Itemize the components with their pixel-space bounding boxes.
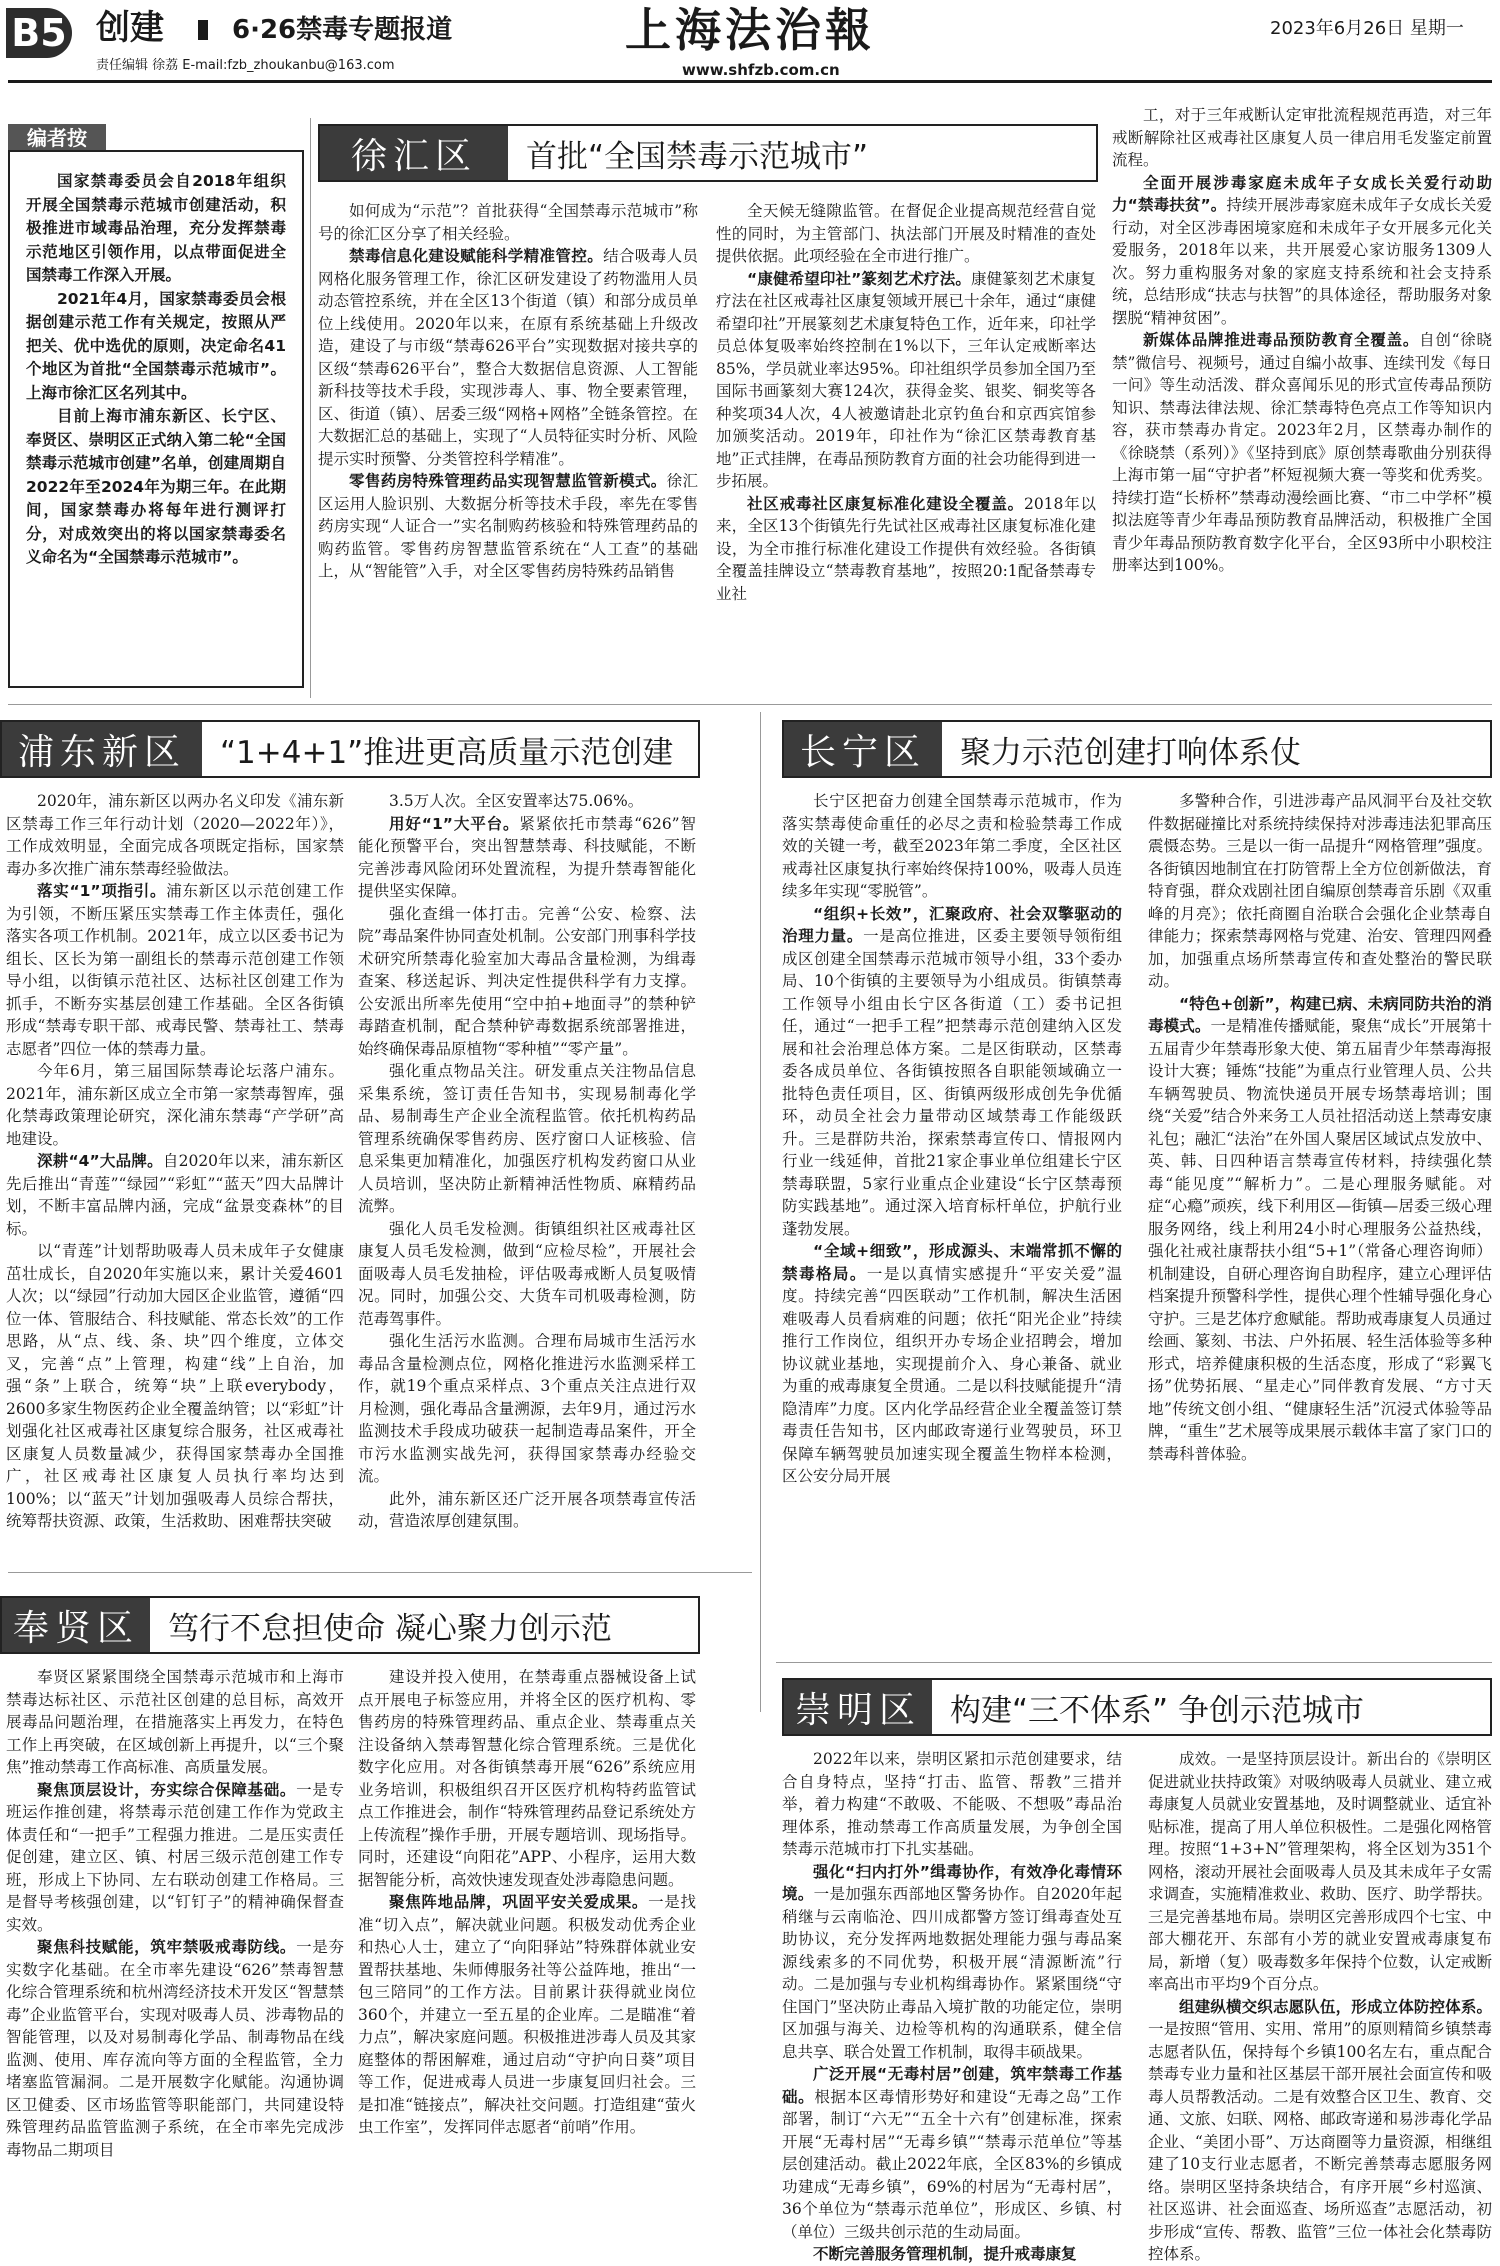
article-title: “1+4+1”推进更高质量示范创建 — [220, 734, 674, 771]
district-name: 长宁区 — [784, 722, 942, 776]
paragraph-text: 一是专班运作推创建，将禁毒示范创建工作作为党政主体责任和“一把手”工程强力推进。二是压实责任促创建，建立区、镇、村居三级示范创建工作专班，形成上下协同、左右联动创建工作格局。三是督导考核强创建，以“钉钉子”的精神确保督查实效。 — [6, 1780, 344, 1934]
article-paragraph — [1148, 1748, 1492, 1996]
section-rule — [8, 1572, 752, 1573]
paragraph-text: 一是以真情实感提升“平安关爱”温度。持续完善“四医联动”工作机制，解决生活困难吸毒人员看病难的问题；依托“阳光企业”持续推行工作岗位，组织开办专场企业招聘会，增加协议就业基地，实现提前介入、身心兼备、就业为重的戒毒康复全贯通。二是以科技赋能提升“清隐清库”力度。区内化学品经营企业全覆盖签订禁毒责任告知书，区内邮政寄递行业驾驶员，环卫保障车辆驾驶员加速实现全覆盖生物样本检测，区公安分局开展 — [782, 1264, 1122, 1485]
paragraph-text: 强化查缉一体打击。完善“公安、检察、法院”毒品案件协同查处机制。公安部门刑事科学技术研究所禁毒化验室加大毒品含量检测，为缉毒查案、移送起诉、判决定性提供科学有力支撑。公安派出所率先使用“空中拍+地面寻”的禁种铲毒踏查机制，配合禁种铲毒数据系统部署推进，始终确保毒品原植物“零种植”“零产量”。 — [358, 904, 696, 1058]
article-paragraph — [1112, 104, 1492, 172]
article-paragraph — [782, 790, 1122, 903]
paragraph-lead: 不断完善服务管理机制，提升戒毒康复 — [813, 2245, 1077, 2263]
paragraph-text: 一是高位推进，区委主要领导领衔组成区创建全国禁毒示范城市领导小组，33个委办局、10个街镇的主要领导为小组成员。街镇禁毒工作领导小组由长宁区各街道（工）委书记担任，通过“一把手工程”把禁毒示范创建纳入区发展和社会治理总体方案。二是区街联动，区禁毒委各成员单位、各街镇按照各自职能领域确立一批特色责任项目，区、街镇两级形成创先争优循环，动员全社会力量带动区域禁毒工作能级跃升。三是群防共治，探索禁毒宣传口、情报网内行业一线延伸，首批21家企事业单位组建长宁区禁毒联盟，5家行业重点企业建设“长宁区禁毒预防实践基地”。通过深入培育标杆单位，护航行业蓬勃发展。 — [782, 927, 1122, 1238]
article-column — [716, 200, 1096, 698]
paragraph-lead: 新媒体品牌推进毒品预防教育全覆盖。 — [1143, 331, 1420, 349]
changning-header — [782, 720, 1492, 778]
article-paragraph — [782, 903, 1122, 1241]
article-paragraph — [1148, 993, 1492, 1466]
paragraph-text: 长宁区把奋力创建全国禁毒示范城市，作为落实禁毒使命重任的必尽之责和检验禁毒工作成效的关键一考，截至2023年第二季度，全区社区戒毒社区康复执行率始终保持100%，吸毒人员连续多年实现“零脱管”。 — [782, 792, 1122, 900]
paragraph-text: 紧紧依托市禁毒“626”智能化预警平台，突出智慧禁毒、科技赋能，不断完善涉毒风险闭环处置流程，为提升禁毒智能化提供坚实保障。 — [358, 814, 696, 900]
article-paragraph — [782, 2063, 1122, 2243]
article-column — [782, 1748, 1122, 2263]
article-paragraph — [782, 1748, 1122, 1861]
article-column — [1148, 1748, 1492, 2263]
article-column — [6, 1666, 344, 2229]
chongming-header — [782, 1678, 1492, 1736]
paragraph-text: 2022年以来，崇明区紧扣示范创建要求，结合自身特点，坚持“打击、监管、帮教”三措并举，着力构建“不敢吸、不能吸、不想吸”毒品治理体系，推动禁毒工作高质量发展，为争创全国禁毒示范城市打下扎实基础。 — [782, 1750, 1122, 1858]
article-paragraph — [358, 1330, 696, 1488]
article-paragraph — [358, 903, 696, 1061]
editor-note-box — [8, 150, 304, 688]
column-rule — [310, 118, 311, 698]
editor-note-label: 编者按 — [8, 124, 106, 152]
article-paragraph — [782, 1240, 1122, 1488]
district-name: 崇明区 — [784, 1680, 932, 1734]
paragraph-lead: “组织+长效”，汇聚政府、社会双擎驱动的治理力量。 — [782, 904, 1122, 945]
paragraph-text: 一是加强东西部地区警务协作。自2020年起稍继与云南临沧、四川成都警方签订缉毒查处互助协议，充分发挥两地数据处理能力强与毒品案源线索多的不同优势，积极开展“清源断流”行动。二是加强与专业机构缉毒协作。紧紧围绕“守住国门”坚决防止毒品入境扩散的功能定位，崇明区加强与海关、边检等机构的沟通联系，健全信息共享、联合处置工作机制，取得丰硕战果。 — [782, 1885, 1122, 2061]
article-title: 首批“全国禁毒示范城市” — [526, 138, 869, 175]
paragraph-text: 工，对于三年戒断认定审批流程规范再造，对三年戒断解除社区戒毒社区康复人员一律启用毛发鉴定前置流程。 — [1112, 106, 1492, 169]
fengxian-header — [0, 1596, 700, 1654]
paragraph-text: 一是按照“管用、实用、常用”的原则精简乡镇禁毒志愿者队伍，保持每个乡镇100名左右，重点配合禁毒专业力量和社区基层干部开展社会面宣传和吸毒人员帮教活动。二是有效整合区卫生、教育、交通、文旅、妇联、网格、邮政寄递和易涉毒化学品企业、“美团小哥”、万达商圈等力量资源，相继组建了10支行业志愿者，不断完善禁毒志愿服务网络。崇明区坚持条块结合，有序开展“乡村巡演、社区巡讲、社会面巡查、场所巡查”志愿活动，初步形成“宣传、帮教、监管”三位一体社会化禁毒防控体系。 — [1148, 2020, 1492, 2263]
article-column — [358, 1666, 696, 2229]
paragraph-lead: 聚焦顶层设计，夯实综合保障基础。 — [37, 1780, 297, 1799]
editor-note-paragraph: 2021年4月，国家禁毒委员会根据创建示范工作有关规定，按照从严把关、优中选优的原则，决定命名41个地区为首批“全国禁毒示范城市”。上海市徐汇区名列其中。 — [26, 289, 286, 402]
article-paragraph — [1148, 1996, 1492, 2266]
article-column — [1148, 790, 1492, 1650]
masthead-rule — [8, 80, 1492, 83]
paragraph-text: 康健篆刻艺术康复疗法在社区戒毒社区康复领域开展已十余年，通过“康健希望印社”开展篆刻艺术康复特色工作，近年来，印社学员总体复吸率始终控制在1%以下，三年认定戒断率达85%，学员就业率达95%。印社组织学员参加全国乃至国际书画篆刻大赛124次，获得金奖、银奖、铜奖等各种奖项34人次，4人被邀请赴北京钓鱼台和京西宾馆参加颁奖活动。2019年，印社作为“徐汇区禁毒教育基地”正式挂牌，在毒品预防教育方面的社会功能得到进一步拓展。 — [716, 269, 1096, 490]
pudong-header — [0, 720, 700, 778]
paragraph-text: 结合吸毒人员网格化服务管理工作，徐汇区研发建设了药物滥用人员动态管控系统，并在全区13个街道（镇）和部分成员单位上线使用。2020年以来，在原有系统基础上升级改造，建设了与市级“禁毒626平台”实现数据对接共享的区级“禁毒626平台”，整合大数据信息资源、人工智能新科技等技术手段，实现涉毒人、事、物全要素管理，区、街道（镇）、居委三级“网格+网格”全链条管控。在大数据汇总的基础上，实现了“人员特征实时分析、风险提示实时预警、分类管控科学精准”。 — [318, 247, 698, 468]
district-name: 奉贤区 — [2, 1598, 150, 1652]
paragraph-text: 强化人员毛发检测。街镇组织社区戒毒社区康复人员毛发检测，做到“应检尽检”，开展社会面吸毒人员毛发抽检，评估吸毒戒断人员复吸情况。同时，加强公交、大货车司机吸毒检测，防范毒驾事件。 — [358, 1219, 696, 1328]
article-paragraph — [358, 1488, 696, 1533]
column-rule — [760, 712, 761, 1712]
article-paragraph — [1148, 790, 1492, 993]
article-title: 笃行不怠担使命 凝心聚力创示范 — [168, 1610, 612, 1647]
paragraph-text: 以“青莲”计划帮助吸毒人员未成年子女健康茁壮成长，自2020年实施以来，累计关爱4601人次；以“绿园”行动加大园区企业监管，遵循“四位一体、管服结合、科技赋能、常态长效”的工作思路，从“点、线、条、块”四个维度，立体交叉，完善“点”上管理，构建“线”上自治，加强“条”上联合，统筹“块”上联everybody，2600多家生物医药企业全覆盖纳管；以“彩虹”计划强化社区戒毒社区康复综合服务，社区戒毒社区康复人员数量减少，获得国家禁毒办全国推广，社区戒毒社区康复人员执行率均达到100%；以“蓝天”计划加强吸毒人员综合帮扶，统筹帮扶资源、政策，生活救助、困难帮扶突破 — [6, 1242, 344, 1530]
paragraph-text: 今年6月，第三届国际禁毒论坛落户浦东。2021年，浦东新区成立全市第一家禁毒智库，强化禁毒政策理论研究，深化浦东禁毒“产学研”高地建设。 — [6, 1062, 344, 1148]
article-paragraph — [358, 1060, 696, 1218]
article-paragraph — [6, 1936, 344, 2161]
paragraph-text: 奉贤区紧紧围绕全国禁毒示范城市和上海市禁毒达标社区、示范社区创建的总目标，高效开展毒品问题治理，在措施落实上再发力，在特色工作上再突破，在区域创新上再提升，以“三个聚焦”推动禁毒工作高标准、高质量发展。 — [6, 1668, 344, 1776]
article-paragraph — [358, 1891, 696, 2139]
article-paragraph — [318, 245, 698, 470]
paragraph-text: 徐汇区运用人脸识别、大数据分析等技术手段，率先在零售药房实现“人证合一”实名制购药核验和特殊管理药品的购药监管。零售药房智慧监管系统在“人工查”的基础上，从“智能管”入手，对全区零售药房特殊药品销售 — [318, 472, 698, 580]
article-paragraph — [318, 470, 698, 583]
special-report-label: 6·26禁毒专题报道 — [232, 15, 453, 45]
section-rule — [8, 704, 1492, 705]
paragraph-text: 一是找准“切入点”，解决就业问题。积极发动优秀企业和热心人士，建立了“向阳驿站”特殊群体就业安置帮扶基地、朱师傅服务社等公益阵地，推出“一包三陪同”的工作方法。目前累计获得就业岗位360个，并建立一至五星的企业库。二是瞄准“着力点”，解决家庭问题。积极推进涉毒人员及其家庭整体的帮困解难，通过启动“守护向日葵”项目等工作，促进戒毒人员进一步康复回归社会。三是扣准“链接点”，解决社交问题。打造组建“萤火虫工作室”，发挥同伴志愿者“前哨”作用。 — [358, 1893, 696, 2136]
article-title: 聚力示范创建打响体系仗 — [960, 734, 1301, 771]
paragraph-text: 此外，浦东新区还广泛开展各项禁毒宣传活动，营造浓厚创建氛围。 — [358, 1489, 696, 1530]
paragraph-lead: 全面开展涉毒家庭未成年子女成长关爱行动助力“禁毒扶贫”。 — [1112, 173, 1492, 214]
editor-credit: 责任编辑 徐荔 E-mail:fzb_zhoukanbu@163.com — [96, 58, 395, 73]
issue-date: 2023年6月26日 星期一 — [1270, 18, 1464, 39]
article-paragraph — [782, 1861, 1122, 2064]
article-title: 构建“三不体系” 争创示范城市 — [950, 1692, 1364, 1729]
article-paragraph — [1112, 172, 1492, 330]
article-paragraph — [716, 268, 1096, 493]
article-paragraph — [716, 200, 1096, 268]
article-paragraph — [782, 2243, 1122, 2266]
editor-note-paragraph: 国家禁毒委员会自2018年组织开展全国禁毒示范城市创建活动，积极推进市域毒品治理，充分发挥禁毒示范地区引领作用，以点带面促进全国禁毒工作深入开展。 — [26, 172, 286, 284]
article-paragraph — [6, 880, 344, 1060]
article-paragraph — [6, 1150, 344, 1240]
xuhui-header — [318, 124, 1098, 182]
editor-note-paragraph: 目前上海市浦东新区、长宁区、奉贤区、崇明区正式纳入第二轮“全国禁毒示范城市创建”名单，创建周期自2022年至2024年为期三年。在此期间，国家禁毒办将每年进行测评打分，对成效突出的将以国家禁毒委名义命名为“全国禁毒示范城市”。 — [26, 407, 286, 566]
masthead — [0, 0, 1500, 84]
article-paragraph — [318, 200, 698, 245]
article-column — [1112, 104, 1492, 698]
article-paragraph — [358, 790, 696, 813]
paragraph-lead: 禁毒信息化建设赋能科学精准管控。 — [349, 247, 604, 265]
article-paragraph — [1112, 329, 1492, 577]
paragraph-text: 2020年，浦东新区以两办名义印发《浦东新区禁毒工作三年行动计划（2020—2022年）》，工作成效明显，全面完成各项既定指标，国家禁毒办多次推广浦东禁毒经验做法。 — [6, 792, 344, 878]
section-rule — [776, 1662, 1492, 1663]
paragraph-lead: 零售药房特殊管理药品实现智慧监管新模式。 — [349, 472, 667, 490]
paragraph-lead: “特色+创新”，构建已病、未病同防共治的消毒模式。 — [1148, 994, 1492, 1035]
paragraph-lead: 广泛开展“无毒村居”创建，筑牢禁毒工作基础。 — [782, 2065, 1122, 2106]
article-paragraph — [358, 1218, 696, 1331]
paragraph-text: 自创“徐晓禁”微信号、视频号，通过自编小故事、连续刊发《每日一问》等生动活泼、群众喜闻乐见的形式宣传毒品预防知识、禁毒法律法规、徐汇禁毒特色亮点工作等知识内容，获市禁毒办肯定。2023年2月，区禁毒办制作的《徐晓禁（系列）》《坚持到底》原创禁毒歌曲分别获得上海市第一届“守护者”杯短视频大赛一等奖和优秀奖。持续打造“长桥杯”禁毒动漫绘画比赛、“市二中学杯”模拟法庭等青少年毒品预防教育品牌活动，积极推广全国青少年毒品预防教育数字化平台，全区93所中小职校注册率达到100%。 — [1112, 331, 1492, 574]
paragraph-lead: 社区戒毒社区康复标准化建设全覆盖。 — [747, 494, 1024, 513]
paragraph-lead: 聚焦阵地品牌，巩固平安关爱成果。 — [389, 1893, 649, 1911]
paragraph-text: 自2020年以来，浦东新区先后推出“青莲”“绿园”“彩虹”“蓝天”四大品牌计划，不断丰富品牌内涵，完成“盆景变森林”的目标。 — [6, 1152, 344, 1238]
paragraph-lead: 落实“1”项指引。 — [37, 882, 167, 900]
article-paragraph — [358, 1666, 696, 1891]
paragraph-text: 成效。一是坚持顶层设计。新出台的《崇明区促进就业扶持政策》对吸纳吸毒人员就业、建立戒毒康复人员就业安置基地，及时调整就业、适宜补贴标准，提高了用人单位积极性。二是强化网格管理。按照“1+3+N”管理架构，将全区划为351个网格，滚动开展社会面吸毒人员及其未成年子女需求调查，实施精准救业、救助、医疗、助学帮扶。三是完善基地布局。崇明区完善形成四个七宝、中部大棚花开、东部有小芳的就业安置戒毒康复布局，新增（复）吸毒数多年保持个位数，认定戒断率高出市平均9个百分点。 — [1148, 1750, 1492, 1993]
district-name: 徐汇区 — [320, 126, 508, 180]
paragraph-text: 一是精准传播赋能，聚焦“成长”开展第十五届青少年禁毒形象大使、第五届青少年禁毒海报设计大赛；锤炼“技能”为重点行业管理人员、公共车辆驾驶员、物流快递员开展专场禁毒培训；围绕“关爱”结合外来务工人员社招活动送上禁毒安康礼包；融汇“法治”在外国人聚居区域试点发放中、英、韩、日四种语言禁毒宣传材料，持续强化禁毒“能见度”“解析力”。二是心理服务赋能。对症“心瘾”顽疾，线下利用区—街镇—居委三级心理服务网络，线上利用24小时心理服务公益热线，强化社戒社康帮扶小组“5+1”（常备心理咨询师）机制建设，自研心理咨询自助程序，建立心理评估档案提升预警科学性，提供心理个性辅导强化身心守护。三是艺体疗愈赋能。帮助戒毒康复人员通过绘画、篆刻、书法、户外拓展、轻生活体验等多种形式，培养健康积极的生活态度，形成了“彩翼飞扬”优势拓展、“星走心”同伴教育发展、“方寸天地”传统文创小组、“健康轻生活”沉浸式体验等品牌，“重生”艺术展等成果展示载体丰富了家门口的禁毒科普体验。 — [1148, 1017, 1492, 1463]
article-column — [6, 790, 344, 1560]
paragraph-text: 如何成为“示范”？首批获得“全国禁毒示范城市”称号的徐汇区分享了相关经验。 — [318, 202, 698, 243]
paragraph-lead: “全域+细致”，形成源头、末端常抓不懈的禁毒格局。 — [782, 1242, 1122, 1283]
paragraph-lead: “康健希望印社”篆刻艺术疗法。 — [747, 269, 971, 288]
article-column — [318, 200, 698, 698]
article-paragraph — [6, 1240, 344, 1533]
section-divider-mark — [198, 20, 208, 40]
paragraph-text: 持续开展涉毒家庭未成年子女成长关爱行动，对全区涉毒困境家庭和未成年子女开展多元化关爱服务，2018年以来，共开展爱心家访服务1309人次。努力重构服务对象的家庭支持系统和社会支持系统，总结形成“扶志与扶智”的具体途径，帮助服务对象摆脱“精神贫困”。 — [1112, 196, 1492, 327]
article-column — [358, 790, 696, 1560]
newspaper-logo: 上海法治報 — [625, 3, 875, 57]
paragraph-text: 2018年以来，全区13个街镇先行先试社区戒毒社区康复标准化建设，为全市推行标准化建设工作提供有效经验。各街镇全覆盖挂牌设立“禁毒教育基地”，按照20:1配备禁毒专业社 — [716, 494, 1096, 603]
paragraph-text: 多警种合作，引进涉毒产品风洞平台及社交软件数据碰撞比对系统持续保持对涉毒违法犯罪高压震慑态势。三是以一街一品提升“网格管理”强度。各街镇因地制宜在打防管帮上全方位创新做法，育特育强，群众戏剧社团自编原创禁毒音乐剧《双重峰的月亮》；依托商圈自治联合会强化企业禁毒自律能力；探索禁毒网格与党建、治安、管理四网叠加，加强重点场所禁毒宣传和查处整治的警民联动。 — [1148, 792, 1492, 990]
paragraph-lead: 用好“1”大平台。 — [389, 814, 520, 833]
section-name: 创建 — [96, 8, 164, 48]
paragraph-lead: 深耕“4”大品牌。 — [37, 1152, 163, 1170]
paragraph-text: 一是夯实数字化基础。在全市率先建设“626”禁毒智慧化综合管理系统和杭州湾经济技术开发区“智慧禁毒”企业监管平台，实现对吸毒人员、涉毒物品的智能管理，以及对易制毒化学品、制毒物品在线监测、使用、库存流向等方面的全程监管，全力堵塞监管漏洞。二是开展数字化赋能。沟通协调区卫健委、区市场监管等职能部门，共同建设特殊管理药品监管监测子系统，在全市率先完成涉毒物品二期项目 — [6, 1938, 344, 2159]
article-paragraph — [6, 1779, 344, 1937]
paragraph-text: 强化重点物品关注。研发重点关注物品信息采集系统，签订责任告知书，实现易制毒化学品、易制毒生产企业全流程监管。依托机构药品管理系统确保零售药房、医疗窗口人证核验、信息采集更加精准化，加强医疗机构发药窗口从业人员培训，坚决防止新精神活性物质、麻精药品流弊。 — [358, 1062, 696, 1215]
paragraph-text: 浦东新区以示范创建工作为引领，不断压紧压实禁毒工作主体责任，强化落实各项工作机制。2021年，成立以区委书记为组长、区长为第一副组长的禁毒示范创建工作领导小组，以街镇示范社区、达标社区创建工作为抓手，不断夯实基层创建工作基础。全区各街镇形成“禁毒专职干部、戒毒民警、禁毒社工、禁毒志愿者”四位一体的禁毒力量。 — [6, 882, 344, 1058]
paragraph-text: 3.5万人次。全区安置率达75.06%。 — [389, 792, 644, 810]
article-paragraph — [716, 493, 1096, 606]
paragraph-text: 强化生活污水监测。合理布局城市生活污水毒品含量检测点位，网格化推进污水监测采样工作，就19个重点采样点、3个重点关注点进行双月检测，强化毒品含量溯源，去年9月，通过污水监测技术手段成功破获一起制造毒品案件，开全市污水监测实战先河，获得国家禁毒办经验交流。 — [358, 1332, 696, 1485]
website-link[interactable]: www.shfzb.com.cn — [682, 61, 840, 79]
article-paragraph — [6, 1060, 344, 1150]
article-paragraph — [6, 790, 344, 880]
article-column — [782, 790, 1122, 1650]
paragraph-lead: 聚焦科技赋能，筑牢禁吸戒毒防线。 — [37, 1938, 297, 1956]
paragraph-text: 建设并投入使用，在禁毒重点器械设备上试点开展电子标签应用，并将全区的医疗机构、零售药房的特殊管理药品、重点企业、禁毒重点关注设备纳入禁毒智慧化综合管理系统。三是优化数字化应用。对各街镇禁毒开展“626”系统应用业务培训，积极组织召开区医疗机构特药监管试点工作推进会，制作“特殊管理药品登记系统处方上传流程”操作手册，开展专题培训、现场指导。同时，还建设“向阳花”APP、小程序，运用大数据智能分析，高效快速发现查处涉毒隐患问题。 — [358, 1668, 696, 1889]
page-number-badge: B5 — [6, 8, 72, 58]
paragraph-text: 全天候无缝隙监管。在督促企业提高规范经营自觉性的同时，为主管部门、执法部门开展及时精准的查处提供依据。此项经验在全市进行推广。 — [716, 202, 1096, 265]
paragraph-text: 根据本区毒情形势好和建设“无毒之岛”工作部署，制订“六无”“五全十六有”创建标准，探索开展“无毒村居”“无毒乡镇”“禁毒示范单位”等基层创建活动。截止2022年底，全区83%的乡镇成功建成“无毒乡镇”，69%的村居为“无毒村居”，36个单位为“禁毒示范单位”，形成区、乡镇、村（单位）三级共创示范的生动局面。 — [782, 2087, 1122, 2241]
paragraph-lead: 组建纵横交织志愿队伍，形成立体防控体系。 — [1179, 1997, 1492, 2016]
article-paragraph — [6, 1666, 344, 1779]
paragraph-lead: 强化“扫内打外”缉毒协作，有效净化毒情环境。 — [782, 1862, 1122, 1903]
article-paragraph — [358, 813, 696, 903]
district-name: 浦东新区 — [2, 722, 202, 776]
